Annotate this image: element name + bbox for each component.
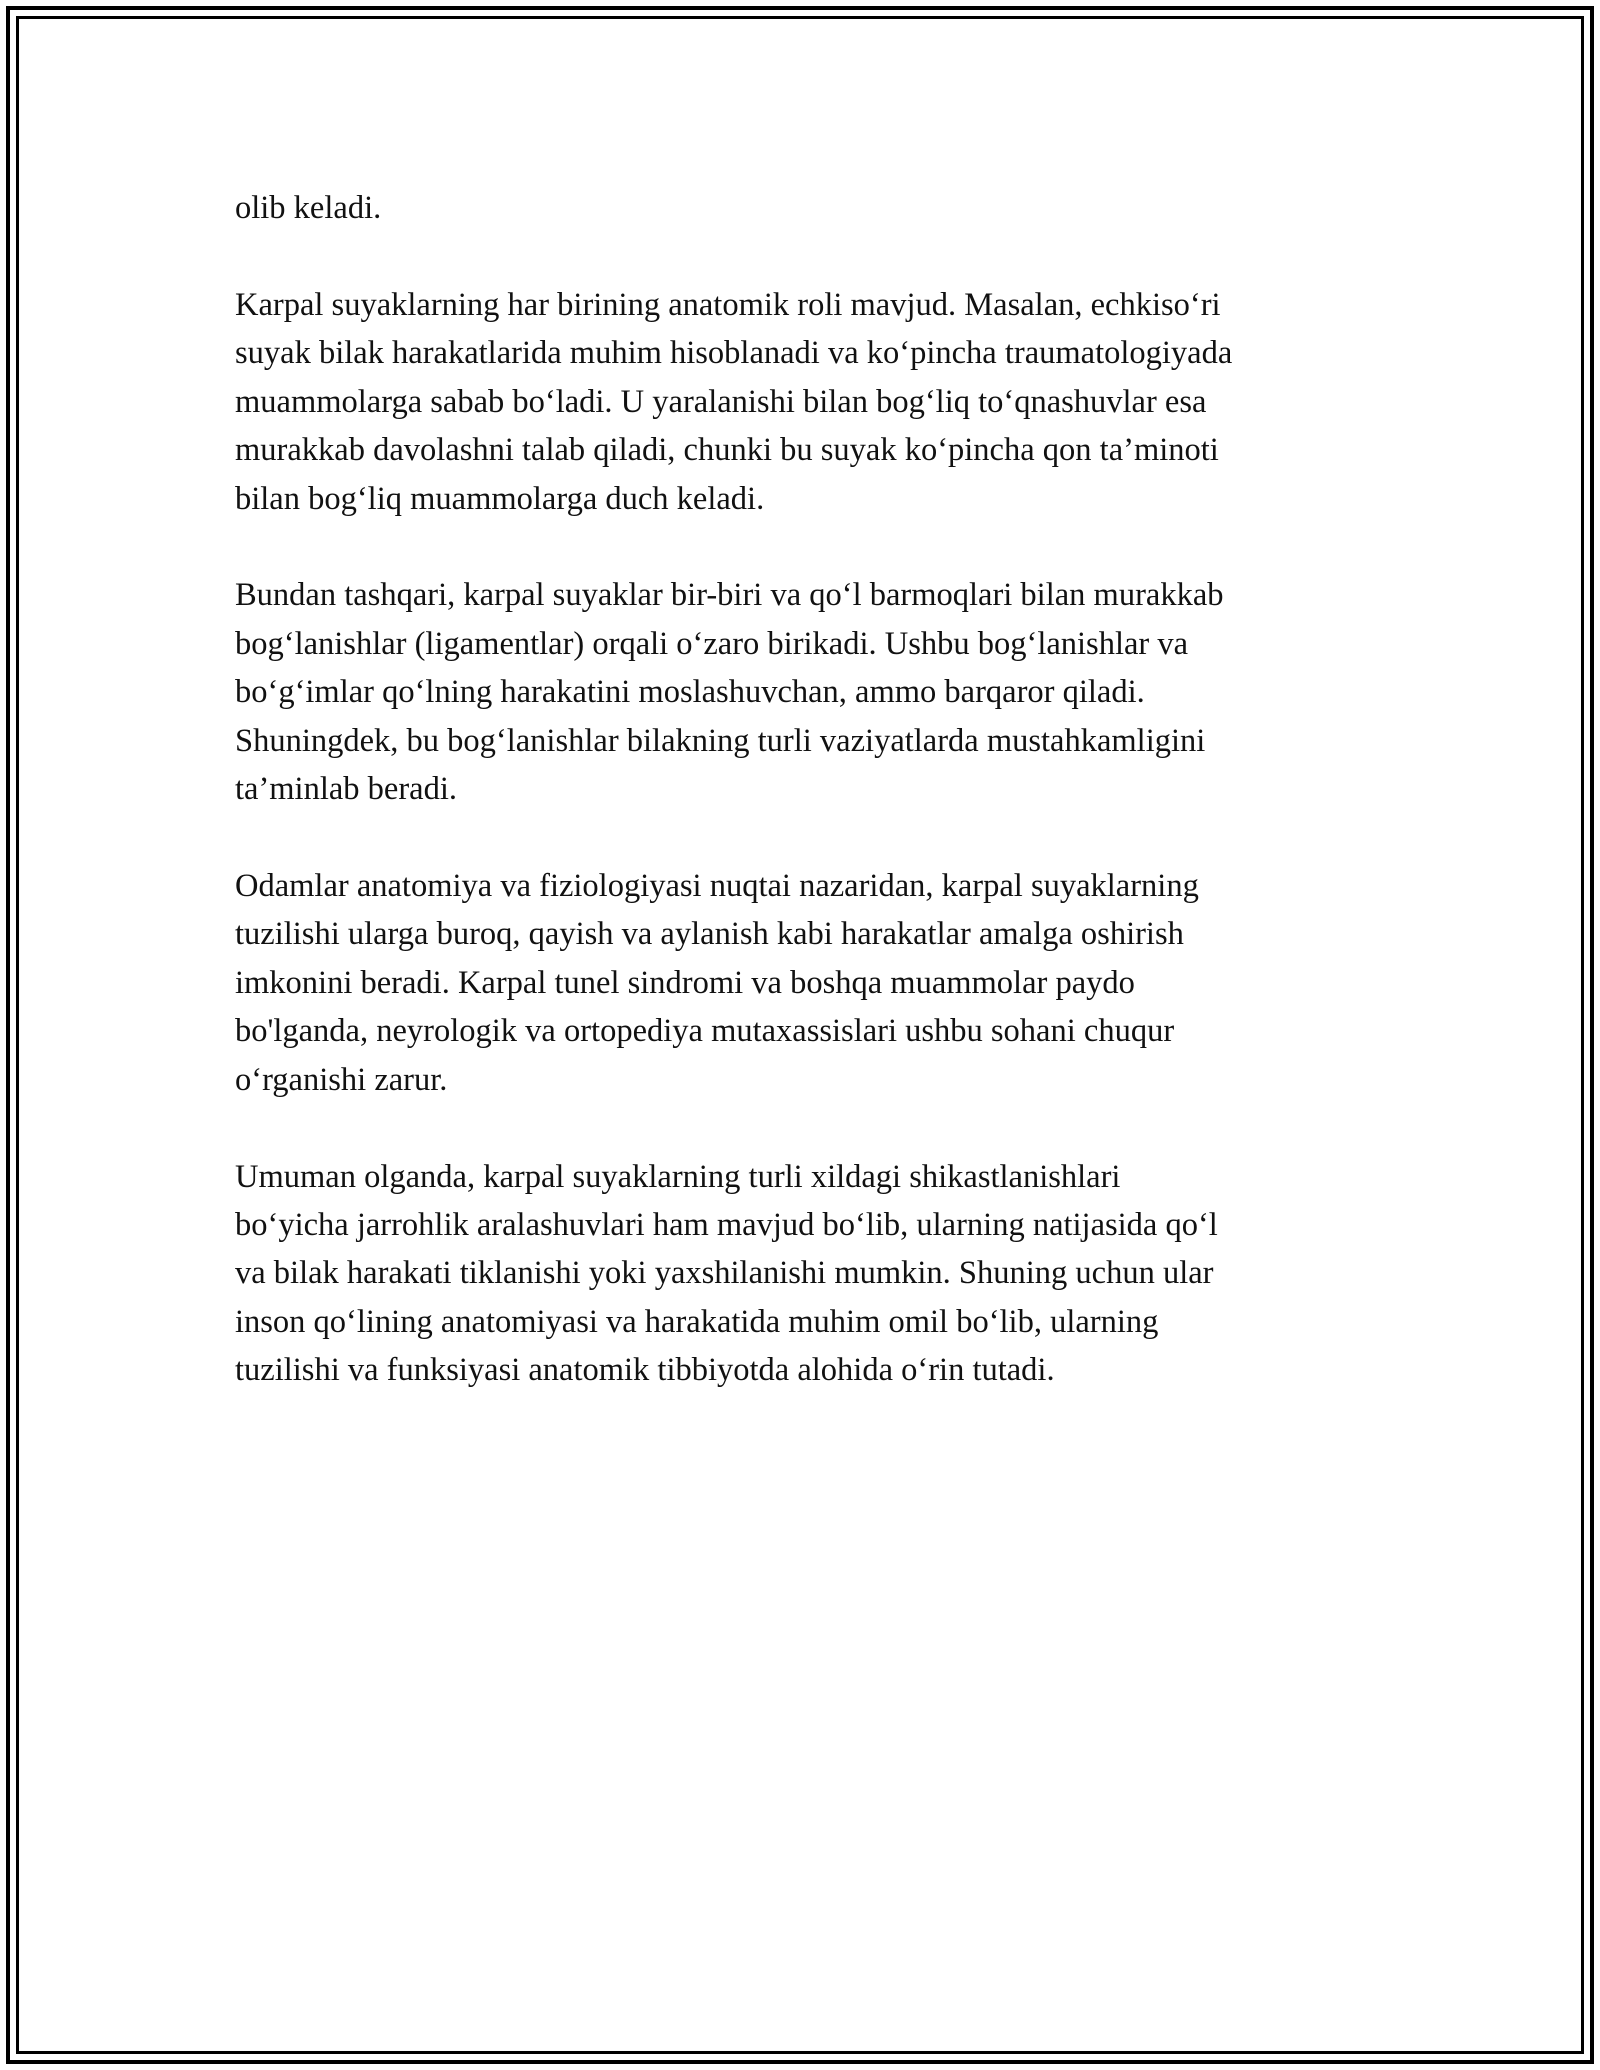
paragraph bbox=[235, 281, 1375, 523]
text-line: olib keladi. bbox=[235, 190, 382, 226]
text-line: Umuman olganda, karpal suyaklarning turli xildagi shikastlanishlari bbox=[235, 1158, 1121, 1195]
text-line: bog‘lanishlar (ligamentlar) orqali o‘zaro birikadi. Ushbu bog‘lanishlar va bbox=[235, 625, 1189, 662]
text-line: Bundan tashqari, karpal suyaklar bir-biri va qo‘l barmoqlari bilan murakkab bbox=[235, 577, 1224, 614]
text-line: Shuningdek, bu bog‘lanishlar bilakning turli vaziyatlarda mustahkamligini bbox=[235, 722, 1206, 759]
document-body bbox=[235, 184, 1375, 1443]
text-line: bo‘yicha jarrohlik aralashuvlari ham mavjud bo‘lib, ularning natijasida qo‘l bbox=[235, 1206, 1218, 1243]
text-line: murakkab davolashni talab qiladi, chunki bu suyak ko‘pincha qon ta’minoti bbox=[235, 432, 1219, 469]
text-line: inson qo‘lining anatomiyasi va harakatida muhim omil bo‘lib, ularning bbox=[235, 1303, 1159, 1340]
paragraph bbox=[235, 862, 1375, 1104]
paragraph bbox=[235, 1153, 1375, 1395]
paragraph bbox=[235, 571, 1375, 813]
text-line: tuzilishi va funksiyasi anatomik tibbiyotda alohida o‘rin tutadi. bbox=[235, 1352, 1055, 1389]
text-line: bilan bog‘liq muammolarga duch keladi. bbox=[235, 480, 765, 517]
text-line: bo'lganda, neyrologik va ortopediya mutaxassislari ushbu sohani chuqur bbox=[235, 1013, 1175, 1050]
text-line: ta’minlab beradi. bbox=[235, 771, 457, 808]
paragraph bbox=[235, 184, 1375, 232]
text-line: imkonini beradi. Karpal tunel sindromi va boshqa muammolar paydo bbox=[235, 964, 1135, 1001]
text-line: bo‘g‘imlar qo‘lning harakatini moslashuvchan, ammo barqaror qiladi. bbox=[235, 674, 1145, 711]
text-line: muammolarga sabab bo‘ladi. U yaralanishi bilan bog‘liq to‘qnashuvlar esa bbox=[235, 383, 1207, 420]
text-line: suyak bilak harakatlarida muhim hisoblanadi va ko‘pincha traumatologiyada bbox=[235, 335, 1233, 372]
text-line: o‘rganishi zarur. bbox=[235, 1061, 448, 1098]
text-line: Karpal suyaklarning har birining anatomik roli mavjud. Masalan, echkiso‘ri bbox=[235, 286, 1221, 323]
text-line: tuzilishi ularga buroq, qayish va aylanish kabi harakatlar amalga oshirish bbox=[235, 916, 1184, 953]
text-line: Odamlar anatomiya va fiziologiyasi nuqtai nazaridan, karpal suyaklarning bbox=[235, 867, 1199, 904]
text-line: va bilak harakati tiklanishi yoki yaxshilanishi mumkin. Shuning uchun ular bbox=[235, 1255, 1214, 1292]
